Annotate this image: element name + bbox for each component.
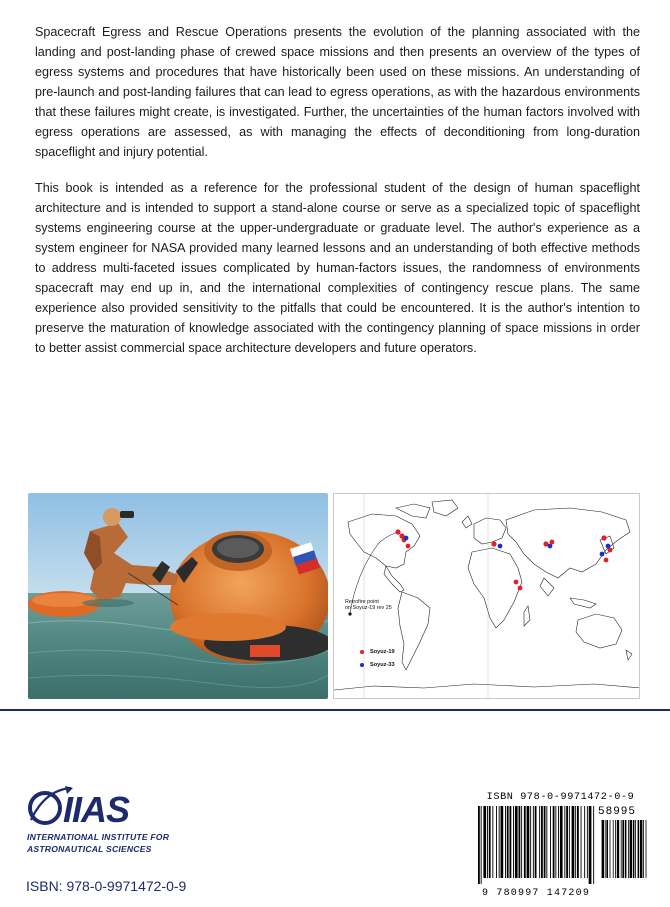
legend-item [360, 658, 395, 671]
legend-dot-red [360, 650, 364, 654]
legend-label: Soyuz-19 [370, 648, 395, 655]
blurb-paragraph-1: Spacecraft Egress and Rescue Operations presents the evolution of the planning associated with the landing and post-landing phase of crewed space missions and then presents an overview of the types of egress systems and procedures that have historically been used on these missions. An understanding of pre-launch and post-landing failures that can lead to egress operations, as with the hazardous environments that these failures might create, is investigated. Further, the uncertainties of the human factors involved with egress operations are assessed, as with managing the effects of deconditioning from long-duration spaceflight and injury potential. [35, 25, 640, 159]
barcode-digits: 9 780997 147209 [482, 888, 591, 899]
barcode-price-code: 58995 [598, 806, 637, 818]
blurb-paragraph-2: This book is intended as a reference for the professional student of the design of human spaceflight architecture and is intended to support a stand-alone course or serve as a specialized topic of spaceflight systems engineering course at the upper-undergraduate or graduate level. The author's experience as a system engineer for NASA provided many learned lessons and an understanding of both effective methods to address multi-faceted issues complicated by human-factors issues, the randomness of environments spacecraft may end up in, and the international complexities of contingency rescue plans. The same experience also provided sensitivity to the pitfalls that could be encountered. It is the author's intention to preserve the maturation of knowledge associated with the contingency planning of space missions in order to better assist commercial space architecture developers and future operators. [35, 181, 640, 355]
egress-photo [28, 493, 328, 699]
map-legend [360, 645, 395, 671]
legend-dot-blue [360, 663, 364, 667]
logo-wordmark: IIAS [63, 789, 130, 830]
divider-rule [0, 709, 670, 711]
isbn-label: ISBN: 978-0-9971472-0-9 [26, 878, 187, 894]
barcode-isbn-text: ISBN 978-0-9971472-0-9 [486, 792, 635, 803]
legend-item [360, 645, 395, 658]
publisher-name-line2: ASTRONAUTICAL SCIENCES [27, 844, 152, 854]
barcode [476, 806, 651, 886]
publisher-name-line1: INTERNATIONAL INSTITUTE FOR [27, 832, 170, 842]
legend-label: Soyuz-33 [370, 661, 395, 668]
back-cover-blurb [35, 22, 640, 358]
map-retrofire-callout: Retrofire point on Soyuz-19 rev 25 [345, 599, 392, 612]
